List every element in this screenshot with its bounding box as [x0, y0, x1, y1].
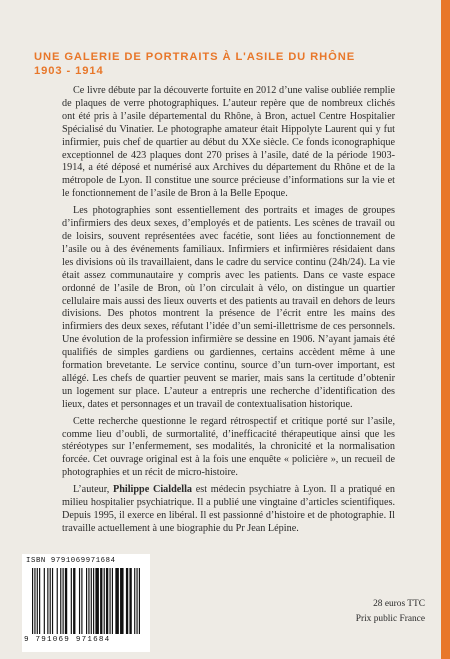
barcode-bar: [71, 568, 72, 634]
barcode-bar: [109, 568, 110, 634]
barcode-bar: [106, 568, 108, 634]
author-name: Philippe Cialdella: [113, 484, 193, 496]
barcode-bar: [136, 568, 137, 634]
barcode-bar: [37, 568, 38, 634]
barcode-bar: [44, 568, 45, 634]
price-label: Prix public France: [355, 614, 425, 624]
barcode-bars: [32, 568, 140, 634]
barcode-bar: [81, 568, 82, 634]
price-block: [356, 597, 425, 627]
barcode-bar: [93, 568, 94, 634]
barcode-bar: [52, 568, 53, 634]
barcode-bar: [100, 568, 102, 634]
barcode-bar: [47, 568, 48, 634]
barcode-bar: [73, 568, 75, 634]
blurb: [62, 85, 395, 540]
blurb-paragraph-2: Les photographies sont essentiellement des portraits et images de groupes d’infirmiers des deux sexes, d’employés et de patients. Les scènes de travail ou de loisirs, souvent représentées avec facétie, sont liées au fonctionnement de l’asile ou à des événements familiaux. Infirmiers et infirmières résidaient dans les divisions où ils travaillaient, dans le cadre du service continu (24h/24). La vie était assez communautaire y compris avec les patients. Dans ce vaste espace ordonné de l’asile de Bron, où l’on circulait à vélo, on distingue un quartier cellulaire mais aussi des lieux ouverts et des patients au travail en dehors de leurs divisions. Des photos montrent la présence de l’écrit entre les mains des infirmiers des deux sexes, réfutant l’idée d’un semi-illettrisme de ces personnels. Une évolution de la profession infirmière se dessine en 1906. N’ayant jamais été qualifiés de simples gardiens ou gardiennes, certains accèdent même à une formation brevetante. Le service continu, source d’un turn-over important, est allégé. Les chefs de quartier peuvent se marier, mais sans la certitude d’obtenir un logement sur place. L’auteur a entrepris une recherche d’identification des lieux, dates et personnages et un travail de contextualisation historique.: [62, 205, 395, 410]
barcode-bar: [34, 568, 35, 634]
barcode-bar: [112, 568, 113, 634]
barcode-bar: [79, 568, 80, 634]
barcode-bar: [57, 568, 58, 634]
back-cover-title: [34, 50, 434, 78]
barcode-bar: [63, 568, 64, 634]
barcode-bar: [139, 568, 140, 634]
barcode-bar: [39, 568, 40, 634]
barcode-bar: [120, 568, 124, 634]
barcode-bar: [129, 568, 131, 634]
title-line-1: UNE GALERIE DE PORTRAITS À L'ASILE DU RHÔNE: [34, 51, 356, 63]
barcode-bar: [88, 568, 89, 634]
isbn-barcode: [22, 554, 150, 652]
barcode-bar: [60, 568, 61, 634]
orange-edge-band: [441, 0, 450, 659]
barcode-bar: [65, 568, 67, 634]
barcode-digits: 9 791069 971684: [24, 636, 111, 644]
barcode-bar: [104, 568, 105, 634]
barcode-bar: [115, 568, 119, 634]
author-bio: [62, 484, 395, 536]
barcode-bar: [91, 568, 92, 634]
barcode-bar: [95, 568, 99, 634]
title-line-2: 1903 - 1914: [34, 65, 104, 77]
barcode-bar: [32, 568, 33, 634]
barcode-bar: [86, 568, 87, 634]
isbn-label: ISBN 9791069971684: [26, 557, 116, 565]
blurb-paragraph-3: Cette recherche questionne le regard rétrospectif et critique porté sur l’asile, comme lieu d’oubli, de surmortalité, d’inefficacité thérapeutique ainsi que les stéréotypes sur l’enfermement, ses modalités, la chronicité et la normalisation forcée. Cet ouvrage original est à la fois une enquête « policière », un recueil de photographies et un récit de micro-histoire.: [62, 415, 395, 479]
author-bio-text: est médecin psychiatre à Lyon. Il a pratiqué en milieu hospitalier psychiatrique. Il a publié une vingtaine d’articles scientifiques. Depuis 1995, il exerce en libéral. Il est passionné d’histoire et de photographie. Il travaille actuellement à une biographie du Pr Jean Lépine.: [62, 484, 395, 534]
barcode-bar: [134, 568, 135, 634]
blurb-paragraph-1: Ce livre débute par la découverte fortuite en 2012 d’une valise oubliée remplie de plaques de verre photographiques. L’auteur repère que de nombreux clichés ont été pris à l’asile départemental du Rhône, à Bron, actuel Centre Hospitalier Spécialisé du Vinatier. Le photographe amateur était Hippolyte Laurent qui y fut infirmier, puis chef de quartier au début du XXe siècle. Ce fonds iconographique exceptionnel de 423 plaques dont 270 prises à l’asile, daté de la période 1903-1914, a été déposé et numérisé aux Archives du département du Rhône et de la métropole de Lyon. Il constitue une source précieuse d’informations sur la vie et le fonctionnement de l’asile de Bron à la Belle Epoque.: [62, 85, 395, 200]
price-amount: 28 euros TTC: [373, 599, 425, 609]
barcode-bar: [126, 568, 128, 634]
barcode-bar: [50, 568, 51, 634]
author-bio-prefix: L’auteur,: [73, 484, 113, 496]
